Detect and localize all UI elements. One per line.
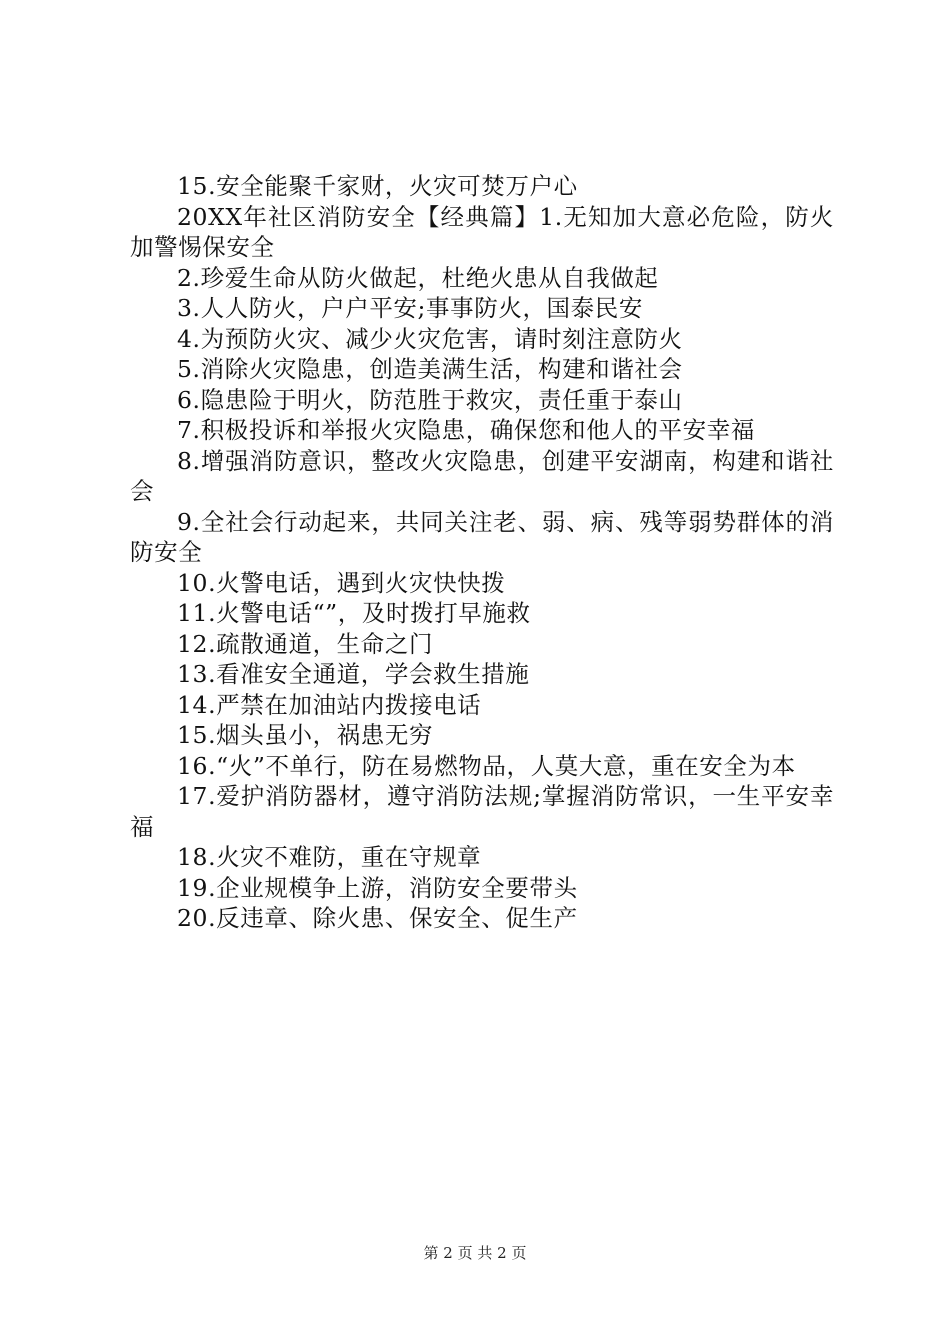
paragraph: 7.积极投诉和举报火灾隐患，确保您和他人的平安幸福 (177, 416, 755, 444)
paragraph: 8.增强消防意识，整改火灾隐患，创建平安湖南，构建和谐社会 (130, 446, 834, 505)
paragraph: 14.严禁在加油站内拨接电话 (177, 690, 482, 719)
paragraph: 19.企业规模争上游，消防安全要带头 (177, 873, 578, 902)
paragraph: 13.看准安全通道，学会救生措施 (177, 660, 530, 688)
paragraph: 10.火警电话，遇到火灾快快拨 (177, 568, 506, 597)
paragraph: 18.火灾不难防，重在守规章 (177, 843, 482, 871)
paragraph: 20.反违章、除火患、保安全、促生产 (177, 904, 578, 932)
paragraph: 4.为预防火灾、减少火灾危害，请时刻注意防火 (177, 324, 683, 353)
page-footer (0, 1243, 950, 1263)
paragraph: 9.全社会行动起来，共同关注老、弱、病、残等弱势群体的消防安全 (130, 507, 834, 566)
document-body (130, 171, 834, 934)
paragraph: 16.“火”不单行，防在易燃物品，人莫大意，重在安全为本 (177, 751, 796, 780)
paragraph: 6.隐患险于明火，防范胜于救灾，责任重于泰山 (177, 385, 683, 414)
paragraph: 17.爱护消防器材，遵守消防法规;掌握消防常识，一生平安幸福 (130, 782, 834, 841)
paragraph: 2.珍爱生命从防火做起，杜绝火患从自我做起 (177, 263, 659, 292)
page-number-label: 第 2 页 共 2 页 (423, 1244, 527, 1262)
paragraph: 12.疏散通道，生命之门 (177, 629, 434, 658)
paragraph: 3.人人防火，户户平安;事事防火，国泰民安 (177, 294, 643, 322)
paragraph: 15.烟头虽小，祸患无穷 (177, 721, 434, 749)
paragraph: 20XX年社区消防安全【经典篇】1.无知加大意必危险，防火加警惕保安全 (130, 202, 834, 261)
paragraph: 15.安全能聚千家财，火灾可焚万户心 (177, 172, 578, 200)
paragraph: 11.火警电话“”，及时拨打早施救 (177, 599, 531, 627)
paragraph: 5.消除火灾隐患，创造美满生活，构建和谐社会 (177, 355, 683, 383)
